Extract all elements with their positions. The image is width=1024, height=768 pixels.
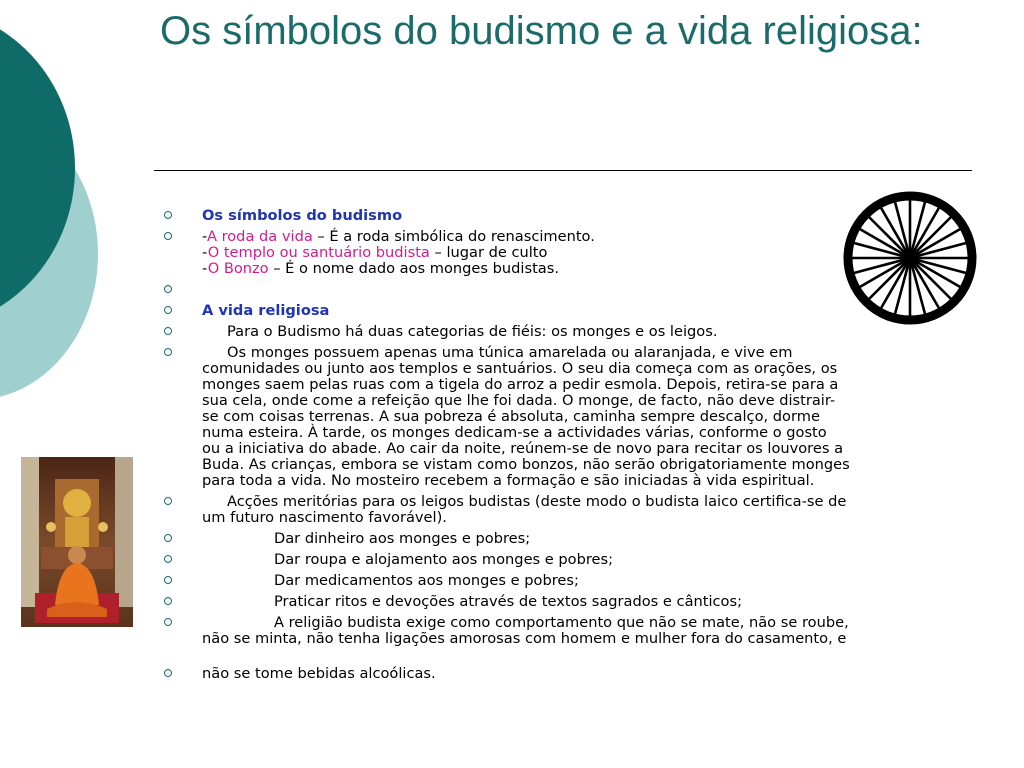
templo-desc: – lugar de culto xyxy=(429,244,548,261)
list-item xyxy=(164,208,972,224)
dash: - xyxy=(202,244,208,261)
bullet-icon xyxy=(164,232,172,240)
bullet-icon xyxy=(164,211,172,219)
bullet-icon xyxy=(164,306,172,314)
monges-line: ou a iniciativa do abade. Ao cair da noite, reúnem-se de novo para recitar os louvores a xyxy=(202,440,844,457)
bullet-icon xyxy=(164,534,172,542)
list-item xyxy=(164,552,972,568)
list-item xyxy=(164,666,972,682)
religiao-line: A religião budista exige como comportamento que não se mate, não se roube, xyxy=(274,614,849,631)
bullet-icon xyxy=(164,348,172,356)
dinheiro-text: Dar dinheiro aos monges e pobres; xyxy=(274,530,531,547)
categorias-text: Para o Budismo há duas categorias de fiéis: os monges e os leigos. xyxy=(227,323,718,340)
monk-photo xyxy=(21,457,133,627)
list-item xyxy=(164,303,972,319)
bonzo-desc: – É o nome dado aos monges budistas. xyxy=(268,260,559,277)
bullet-icon xyxy=(164,576,172,584)
bullet-icon xyxy=(164,497,172,505)
monges-line: monges saem pelas ruas com a tigela do arroz a pedir esmola. Depois, retira-se para a xyxy=(202,376,839,393)
list-item xyxy=(164,282,972,298)
ritos-text: Praticar ritos e devoções através de textos sagrados e cânticos; xyxy=(274,593,743,610)
roda-term: A roda da vida xyxy=(206,228,313,245)
monges-line: Os monges possuem apenas uma túnica amarelada ou alaranjada, e vive em xyxy=(227,344,793,361)
list-item xyxy=(164,324,972,340)
templo-term: O templo ou santuário budista xyxy=(207,244,430,261)
accoes-line: Acções meritórias para os leigos budistas (deste modo o budista laico certifica-se de xyxy=(227,493,847,510)
monges-line: numa esteira. À tarde, os monges dedicam-se a actividades várias, conforme o gosto xyxy=(202,424,827,441)
list-item xyxy=(164,229,972,277)
bullet-icon xyxy=(164,618,172,626)
list-item xyxy=(164,594,972,610)
roupa-text: Dar roupa e alojamento aos monges e pobres; xyxy=(274,551,614,568)
list-item xyxy=(164,494,972,526)
vida-heading: A vida religiosa xyxy=(202,302,330,319)
bullet-icon xyxy=(164,669,172,677)
dash: - xyxy=(202,228,207,245)
bonzo-term: O Bonzo xyxy=(207,260,269,277)
simbolos-heading: Os símbolos do budismo xyxy=(202,207,403,224)
monges-line: para toda a vida. No mosteiro recebem a formação e são iniciadas à vida espiritual. xyxy=(202,472,815,489)
bebidas-text: não se tome bebidas alcoólicas. xyxy=(202,665,436,682)
religiao-line: não se minta, não tenha ligações amorosas com homem e mulher fora do casamento, e xyxy=(202,630,847,647)
monges-line: sua cela, onde come a refeição que lhe foi dada. O monge, de facto, não deve distrair- xyxy=(202,392,836,409)
monges-line: se com coisas terrenas. A sua pobreza é absoluta, caminha sempre descalço, dorme xyxy=(202,408,820,425)
bullet-list xyxy=(164,208,972,687)
list-item xyxy=(164,345,972,489)
medicamentos-text: Dar medicamentos aos monges e pobres; xyxy=(274,572,579,589)
bullet-icon xyxy=(164,285,172,293)
title-divider xyxy=(154,170,972,171)
bullet-icon xyxy=(164,327,172,335)
list-item xyxy=(164,615,972,647)
bullet-icon xyxy=(164,597,172,605)
list-item xyxy=(164,531,972,547)
slide-title: Os símbolos do budismo e a vida religiosa: xyxy=(160,9,923,53)
bullet-icon xyxy=(164,555,172,563)
monges-line: Buda. As crianças, embora se vistam como bonzos, não serão obrigatoriamente monges xyxy=(202,456,850,473)
accoes-line: um futuro nascimento favorável). xyxy=(202,509,447,526)
roda-desc: – É a roda simbólica do renascimento. xyxy=(312,228,595,245)
monges-line: comunidades ou junto aos templos e santuários. O seu dia começa com as orações, os xyxy=(202,360,838,377)
list-item xyxy=(164,573,972,589)
dash: - xyxy=(202,260,208,277)
